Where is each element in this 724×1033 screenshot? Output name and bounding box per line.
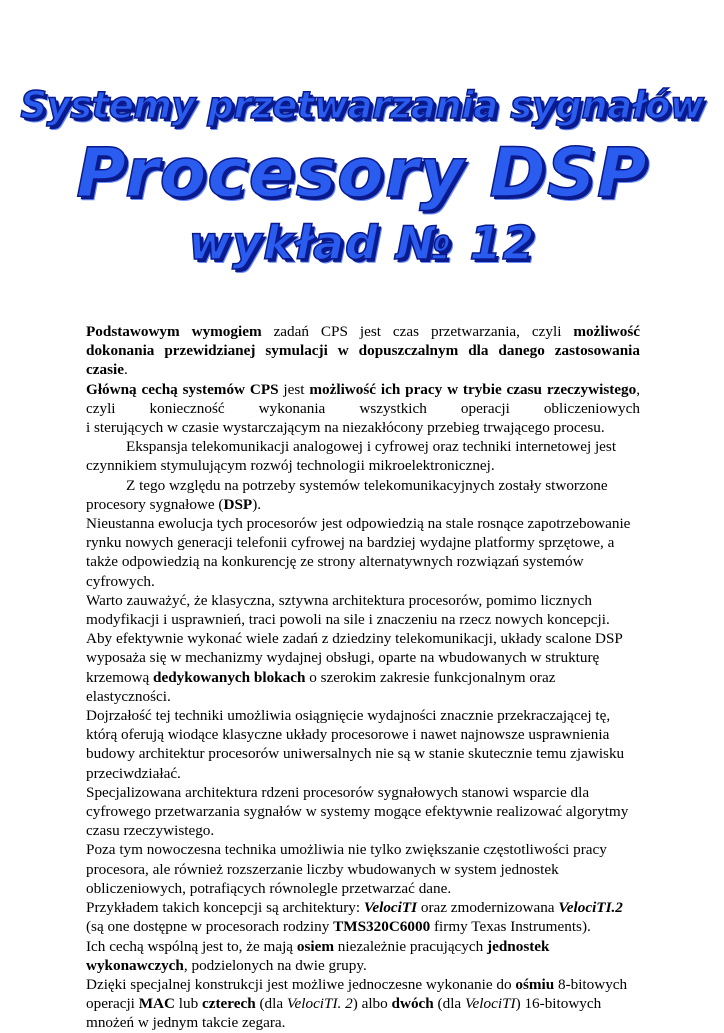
text-run: . [123,361,128,379]
text-run: Z tego względu na potrzeby systemów telekomunikacyjnych zostały stworzone procesory sygnałowe ( [86,476,608,513]
text-run: czyli konieczność wykonania wszystkich operacji obliczeniowych [86,399,640,417]
emphasis-text: VelociTI [464,995,516,1013]
emphasis-text: Podstawowym wymogiem [86,323,262,340]
text-run: 8-bitowych operacji [86,975,628,1013]
emphasis-text: osiem [296,937,334,955]
emphasis-text: czterech [202,995,256,1013]
text-run: Nieustanna ewolucja tych procesorów jest odpowiedzią na stale rosnące zapotrzebowanie rynku nowych generacji telefonii cyfrowej na bardziej wydajne platformy sprzętowe, a także odpowiedzią na konkurencję ze strony alternatywnych rozwiązań systemów cyfrowych. [86,515,631,590]
text-run: Warto zauważyć, że klasyczna, sztywna architektura procesorów, pomimo licznych modyfikacji i usprawnień, traci powoli na sile i znaczeniu na rzecz nowych koncepcji. [86,591,610,629]
text-run: (dla [255,995,287,1013]
paragraph-dedicated-blocks [86,629,640,706]
paragraph-modern-technique [86,840,640,898]
text-run: ) albo [352,995,392,1013]
text-run: lub [175,995,203,1013]
text-run: firmy Texas Instruments). [430,918,591,936]
text-run: ). [252,495,262,513]
paragraph-main-feature-end [86,418,640,437]
text-run: Ich cechą wspólną jest to, że mają [86,937,297,955]
paragraph-classic-architecture [86,591,640,629]
emphasis-text: Główną cechą systemów CPS [86,380,279,398]
paragraph-requirement [86,322,640,380]
text-run: Ekspansja telekomunikacji analogowej i cyfrowej oraz techniki internetowej jest czynnikiem stymulującym rozwój technologii mikroelektronicznej. [86,438,617,475]
emphasis-text: VelociTI [363,899,418,917]
emphasis-text: ośmiu [515,975,555,993]
emphasis-text: MAC [138,995,175,1013]
emphasis-text: możliwość ich pracy w trybie czasu rzeczywistego [309,380,637,398]
paragraph-dsp-created [86,476,640,514]
document-body [86,322,640,1033]
paragraph-specialized-architecture [86,783,640,841]
emphasis-text: dwóch [391,995,434,1013]
text-run: Przykładem takich koncepcji są architektury: [86,899,364,917]
text-run: oraz zmodernizowana [417,899,559,917]
paragraph-main-feature [86,380,640,399]
emphasis-text: TMS320C6000 [333,918,431,936]
text-run: Dojrzałość tej techniki umożliwia osiągnięcie wydajności znacznie przekraczającej tę, którą oferują wiodące klasyczne układy procesorowe i nawet najnowsze usprawnienia budowy architektur procesorów uniwersalnych nie są w stanie skutecznie temu zjawisku przeciwdziałać. [86,707,625,782]
paragraph-evolution [86,514,640,591]
wordart-title-systemy: Systemy przetwarzania sygnałów [20,84,704,127]
text-run: , podzielonych na dwie grupy. [183,956,367,974]
emphasis-text: dedykowanych blokach [153,668,306,686]
emphasis-text: jednostek wykonawczych [86,937,550,974]
text-run: ) 16-bitowych mnożeń w jednym takcie zegara. [86,995,602,1032]
paragraph-expansion [86,437,640,475]
emphasis-text: możliwość dokonania przewidzianej symulacji w dopuszczalnym dla danego zastosowania czasie [86,323,641,379]
text-run: Specjalizowana architektura rdzeni procesorów sygnałowych stanowi wsparcie dla cyfrowego przetwarzania sygnałów w systemy mogące efektywnie realizować algorytmy czasu rzeczywistego. [86,783,629,840]
text-run: i sterujących w czasie wystarczającym na niezakłócony przebieg trwającego procesu. [86,419,605,437]
wordart-title-procesory-dsp: Procesory DSP [76,134,648,213]
paragraph-velociti-examples [86,898,640,936]
text-run: (dla [433,995,465,1013]
text-run: , [636,380,641,398]
text-run: Poza tym nowoczesna technika umożliwia nie tylko zwiększanie częstotliwości pracy procesora, ale również rozszerzanie liczby wbudowanych w system jednostek obliczeniowych, potrafiących równolegle przetwarzać dane. [86,841,607,897]
paragraph-maturity [86,706,640,783]
text-run: (są one dostępne w procesorach rodziny [86,918,334,936]
text-run: jest [278,380,310,398]
text-run: o szerokim zakresie funkcjonalnym oraz elastyczności. [86,668,556,705]
paragraph-execution-units [86,937,640,975]
text-run: zadań CPS jest czas przetwarzania, czyli [261,323,574,340]
text-run: Aby efektywnie wykonać wiele zadań z dziedziny telekomunikacji, układy scalone DSP wyposaża się w mechanizmy wydajnej obsługi, oparte na wbudowanych w strukturę krzemową [86,630,623,686]
wordart-title-wyklad: wykład № 12 [188,216,536,270]
text-run: niezależnie pracujących [333,937,488,955]
paragraph-main-feature-cont [86,399,640,418]
emphasis-text: VelociTI.2 [558,899,623,917]
emphasis-text: VelociTI. 2 [286,995,353,1013]
emphasis-text: DSP [223,495,253,513]
text-run: Dzięki specjalnej konstrukcji jest możliwe jednoczesne wykonanie do [86,975,516,993]
